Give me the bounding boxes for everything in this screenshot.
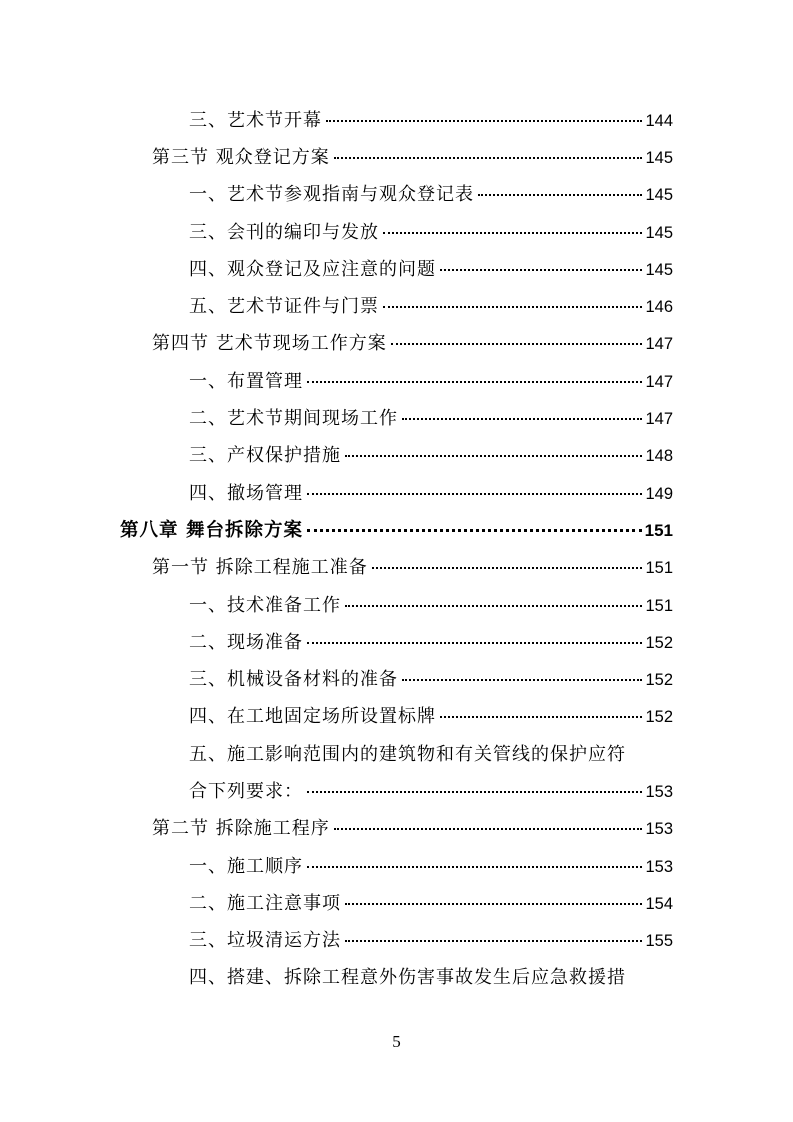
toc-entry-label-line1: 五、施工影响范围内的建筑物和有关管线的保护应符 [189,743,626,765]
toc-entry-label: 三、会刊的编印与发放 [189,221,379,243]
toc-entry-label: 三、垃圾清运方法 [189,930,341,952]
toc-entry-page: 145 [645,186,673,205]
toc-entry-page: 152 [645,633,673,652]
toc-entry-page: 153 [645,820,673,839]
page-number: 5 [392,1032,401,1051]
toc-entry-page: 151 [645,559,673,578]
toc-entry[interactable] [0,137,793,174]
toc-entry[interactable] [0,436,793,473]
toc-entry-label: 四、撤场管理 [189,482,303,504]
toc-leader-dots [402,418,642,420]
toc-leader-dots [345,903,642,905]
toc-leader-dots [372,567,643,569]
toc-entry-wrapped-line[interactable] [0,734,793,771]
toc-entry[interactable] [0,585,793,622]
toc-chapter-entry[interactable] [0,510,793,547]
toc-entry[interactable] [0,361,793,398]
toc-entry-page: 154 [645,894,673,913]
toc-entry-label: 第二节 拆除施工程序 [152,818,330,840]
toc-entry[interactable] [0,697,793,734]
toc-leader-dots [334,157,643,159]
toc-entry-page: 153 [645,782,673,801]
toc-entry-page: 148 [645,447,673,466]
toc-entry-label: 二、现场准备 [189,631,303,653]
toc-entry-label: 第四节 艺术节现场工作方案 [152,333,387,355]
toc-entry-label: 一、技术准备工作 [189,594,341,616]
toc-entry-page: 153 [645,857,673,876]
toc-entry-page: 152 [645,708,673,727]
toc-entry-label: 四、观众登记及应注意的问题 [189,258,436,280]
toc-entry-label: 二、艺术节期间现场工作 [189,408,398,430]
toc-entry-page: 144 [645,111,673,130]
toc-entry[interactable] [0,175,793,212]
toc-leader-dots [478,194,642,196]
toc-leader-dots [307,529,642,532]
toc-entry[interactable] [0,548,793,585]
toc-entry-label: 五、艺术节证件与门票 [189,296,379,318]
toc-entry-page: 155 [645,932,673,951]
toc-entry[interactable] [0,212,793,249]
toc-entry-label-line1: 四、搭建、拆除工程意外伤害事故发生后应急救援措 [189,967,626,989]
toc-entry-page: 147 [645,372,673,391]
toc-leader-dots [391,343,643,345]
toc-entry-page: 145 [645,223,673,242]
toc-entry-page: 152 [645,671,673,690]
toc-entry-label: 三、产权保护措施 [189,445,341,467]
toc-entry[interactable] [0,883,793,920]
toc-entry-label: 一、布置管理 [189,370,303,392]
toc-entry-label: 三、艺术节开幕 [189,109,322,131]
toc-leader-dots [334,828,643,830]
toc-entry[interactable] [0,100,793,137]
toc-entry-page: 145 [645,260,673,279]
toc-leader-dots [307,866,642,868]
toc-entry[interactable] [0,398,793,435]
toc-leader-dots [345,605,642,607]
toc-leader-dots [307,791,642,793]
toc-leader-dots [307,642,642,644]
toc-leader-dots [440,269,642,271]
table-of-contents [0,100,793,995]
toc-entry[interactable] [0,324,793,361]
toc-leader-dots [440,716,642,718]
toc-entry-label: 一、施工顺序 [189,855,303,877]
toc-entry[interactable] [0,809,793,846]
toc-entry-label: 三、机械设备材料的准备 [189,669,398,691]
toc-entry-page: 147 [645,410,673,429]
toc-entry[interactable] [0,622,793,659]
toc-entry-label: 合下列要求： [189,780,303,802]
toc-leader-dots [326,120,642,122]
toc-entry-page: 146 [645,298,673,317]
toc-leader-dots [402,679,642,681]
toc-entry-page: 147 [645,335,673,354]
toc-entry[interactable] [0,473,793,510]
toc-entry[interactable] [0,659,793,696]
toc-entry-page: 149 [645,484,673,503]
toc-entry-page: 151 [645,596,673,615]
toc-entry-label: 第一节 拆除工程施工准备 [152,557,368,579]
toc-leader-dots [307,381,642,383]
toc-leader-dots [345,940,642,942]
toc-entry[interactable] [0,249,793,286]
toc-chapter-page: 151 [644,520,673,540]
toc-entry-label: 第三节 观众登记方案 [152,146,330,168]
toc-entry[interactable] [0,771,793,808]
toc-leader-dots [383,306,642,308]
toc-entry-label: 二、施工注意事项 [189,892,341,914]
toc-entry-label: 一、艺术节参观指南与观众登记表 [189,184,474,206]
toc-leader-dots [307,493,642,495]
toc-entry-label: 四、在工地固定场所设置标牌 [189,706,436,728]
toc-entry-page: 145 [645,148,673,167]
toc-leader-dots [345,455,642,457]
toc-leader-dots [383,232,642,234]
toc-entry[interactable] [0,921,793,958]
toc-entry-wrapped-line[interactable] [0,958,793,995]
toc-chapter-label: 第八章 舞台拆除方案 [120,519,303,541]
toc-entry[interactable] [0,286,793,323]
toc-entry[interactable] [0,846,793,883]
